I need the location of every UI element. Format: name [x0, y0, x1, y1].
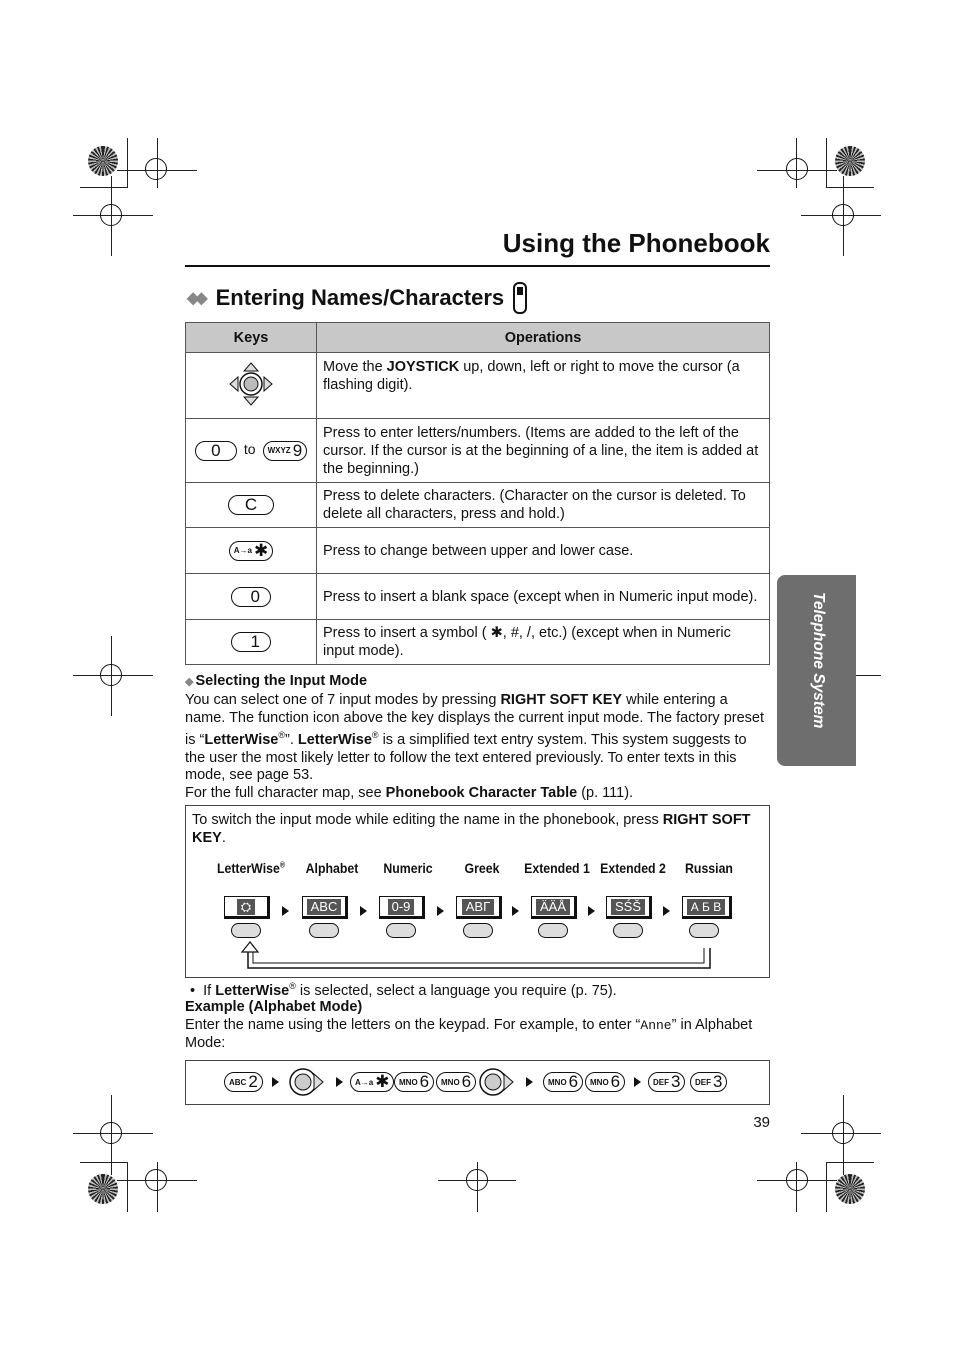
key-letters: ABC — [229, 1077, 247, 1087]
key-glyph: 0 — [211, 440, 221, 460]
column-header-operations: Operations — [317, 323, 770, 353]
body-text-bold: LetterWise — [297, 732, 372, 749]
subsection-heading — [185, 673, 367, 689]
key-glyph: 6 — [568, 1072, 579, 1091]
arrow-right-icon — [634, 1077, 641, 1087]
key-clear-icon — [228, 495, 274, 515]
operation-cell — [317, 353, 770, 419]
mode-display-russian — [682, 896, 732, 919]
mode-display-text: ABC — [307, 899, 342, 915]
mode-display-text: ΑΒΓ — [462, 899, 495, 915]
joystick-right-icon — [288, 1067, 324, 1097]
key-letters: A→a — [355, 1077, 374, 1087]
bullet-icon: • — [190, 982, 204, 999]
operation-cell: Press to change between upper and lower case. — [317, 528, 770, 574]
key-glyph: 6 — [610, 1072, 621, 1091]
body-paragraph — [185, 692, 770, 802]
arrow-right-icon — [336, 1077, 343, 1087]
registration-star-icon — [835, 146, 865, 176]
operation-cell: Press to insert a blank space (except when in Numeric input mode). — [317, 574, 770, 620]
key-9-icon — [263, 441, 308, 461]
soft-key-icon — [538, 923, 568, 938]
mode-label-alphabet: Alphabet — [305, 860, 359, 876]
mode-label-extended-1: Extended 1 — [524, 860, 590, 876]
section-heading — [187, 282, 528, 314]
loop-back-arrow-icon — [186, 940, 769, 980]
key-0-icon — [195, 441, 237, 461]
key-letters: DEF — [695, 1077, 711, 1087]
bullet-note — [190, 981, 617, 999]
key-6-icon — [436, 1072, 476, 1092]
registration-star-icon — [88, 146, 118, 176]
key-letters: MNO — [399, 1077, 418, 1087]
body-text: If — [203, 982, 216, 999]
key-glyph: 3 — [713, 1072, 723, 1091]
handset-icon — [512, 282, 528, 314]
example-paragraph — [185, 1017, 770, 1052]
key-star-icon — [350, 1072, 394, 1092]
crosshair-icon — [832, 1122, 854, 1144]
registration-star-icon — [835, 1174, 865, 1204]
mode-display-greek — [456, 896, 502, 919]
body-text: ” in Alphabet Mode: — [185, 1017, 753, 1051]
mode-display-text: ÄÄÅ — [536, 899, 570, 915]
body-text: For the full character map, see — [185, 784, 386, 801]
mode-display-alphabet — [302, 896, 348, 919]
mode-display-extended-1 — [531, 896, 577, 919]
keys-table — [185, 322, 770, 665]
soft-key-icon — [613, 923, 643, 938]
operation-cell: Press to enter letters/numbers. (Items are added to the left of the cursor. If the cursor is at the beginning of a line, the item is added at the beginning.) — [317, 419, 770, 483]
registered-mark: ® — [279, 860, 286, 870]
chapter-side-tab-text: Telephone System — [810, 592, 827, 729]
subsection-heading-text: Selecting the Input Mode — [195, 673, 368, 689]
table-row — [186, 528, 770, 574]
section-heading-text: Entering Names/Characters — [215, 285, 505, 310]
table-header-row — [186, 323, 770, 353]
key-6-icon — [585, 1072, 625, 1092]
key-glyph: 9 — [292, 440, 303, 460]
body-text: You can select one of 7 input modes by pressing — [185, 692, 501, 708]
body-text: Enter the name using the letters on the keypad. For example, to enter “ — [185, 1017, 641, 1033]
key-glyph: 2 — [248, 1072, 258, 1091]
crosshair-icon — [100, 204, 122, 226]
table-row — [186, 353, 770, 419]
arrow-right-icon — [663, 906, 670, 916]
mode-display-text: 0-9 — [388, 899, 415, 915]
arrow-right-icon — [588, 906, 595, 916]
soft-key-icon — [309, 923, 339, 938]
joystick-right-icon — [478, 1067, 514, 1097]
operation-text-bold: JOYSTICK — [386, 359, 460, 375]
operation-cell: Press to delete characters. (Character on the cursor is deleted. To delete all characters, press and hold.) — [317, 483, 770, 528]
mode-label-numeric: Numeric — [383, 860, 433, 876]
example-heading: Example (Alphabet Mode) — [185, 999, 363, 1015]
crosshair-icon — [786, 1169, 808, 1191]
key-cell — [186, 574, 317, 620]
key-0-icon — [231, 587, 271, 607]
arrow-right-icon — [272, 1077, 279, 1087]
operation-text: up, down, left or right to move the cursor (a flashing digit). — [323, 359, 740, 393]
input-mode-instruction — [192, 812, 764, 847]
key-letters: MNO — [590, 1077, 609, 1087]
mode-display-text: SŚŠ — [611, 899, 645, 915]
joystick-icon — [228, 361, 274, 407]
key-glyph: C — [244, 495, 258, 514]
input-mode-box — [185, 805, 770, 978]
key-cell — [186, 620, 317, 665]
body-text: . — [221, 829, 226, 846]
registered-mark: ® — [278, 730, 285, 741]
key-3-icon — [690, 1072, 727, 1092]
mode-display-text: ⛭ — [237, 899, 255, 915]
body-text-bold: LetterWise — [204, 732, 279, 749]
diamond-bullet-icon: ◆◆ — [187, 290, 204, 307]
mode-display-numeric — [379, 896, 425, 919]
crosshair-icon — [786, 158, 808, 180]
key-glyph: 1 — [250, 632, 260, 651]
key-letters: A→a — [233, 546, 252, 555]
soft-key-icon — [689, 923, 719, 938]
body-text-bold: Phonebook Character Table — [385, 784, 578, 801]
mode-display-extended-2 — [606, 896, 652, 919]
crosshair-icon — [145, 1169, 167, 1191]
page-number: 39 — [753, 1114, 770, 1131]
mode-display-letterwise — [224, 896, 270, 919]
table-row — [186, 483, 770, 528]
body-text: is selected, select a language you require (p. 75). — [295, 982, 617, 999]
page-title: Using the Phonebook — [502, 228, 770, 258]
body-text-bold: LetterWise — [215, 982, 290, 999]
key-letters: WXYZ — [267, 446, 291, 455]
key-glyph: 3 — [671, 1072, 681, 1091]
registered-mark: ® — [371, 730, 379, 741]
key-glyph: 6 — [419, 1072, 430, 1091]
key-cell — [186, 528, 317, 574]
mode-label-extended-2: Extended 2 — [600, 860, 666, 876]
crosshair-icon — [832, 204, 854, 226]
key-glyph: 6 — [461, 1072, 472, 1091]
body-text: while entering a name. The function icon above the key displays the current input mode. The factory preset is “ — [185, 692, 764, 749]
key-letters: MNO — [441, 1077, 460, 1087]
arrow-right-icon — [437, 906, 444, 916]
key-2-icon — [224, 1072, 263, 1092]
crosshair-icon — [100, 664, 122, 686]
key-glyph: 0 — [250, 586, 260, 606]
crosshair-icon — [100, 1122, 122, 1144]
key-6-icon — [394, 1072, 434, 1092]
key-cell — [186, 483, 317, 528]
mode-display-text: А Б В — [687, 899, 726, 915]
key-cell — [186, 353, 317, 419]
soft-key-icon — [386, 923, 416, 938]
key-letters: DEF — [653, 1077, 669, 1087]
arrow-right-icon — [526, 1077, 533, 1087]
operation-cell: Press to insert a symbol ( ✱, #, /, etc.) (except when in Numeric input mode). — [317, 620, 770, 665]
key-star-icon — [229, 541, 273, 561]
body-text-bold: RIGHT SOFT KEY — [500, 692, 623, 708]
mode-label-letterwise — [213, 860, 289, 876]
key-letters: MNO — [548, 1077, 567, 1087]
table-row — [186, 620, 770, 665]
soft-key-icon — [231, 923, 261, 938]
body-text-bold: RIGHT SOFT KEY — [192, 812, 751, 846]
column-header-keys: Keys — [186, 323, 317, 353]
key-glyph: ✱ — [253, 540, 269, 560]
body-text: is a simplified text entry system. This system suggests to the user the most likely letter to follow the text entered previously. To enter texts in this mode, see page 53. — [185, 732, 747, 784]
key-cell — [186, 419, 317, 483]
arrow-right-icon — [282, 906, 289, 916]
example-key-sequence — [185, 1060, 770, 1105]
crosshair-icon — [466, 1169, 488, 1191]
body-text: To switch the input mode while editing the name in the phonebook, press — [192, 812, 663, 828]
soft-key-icon — [463, 923, 493, 938]
arrow-right-icon — [360, 906, 367, 916]
crosshair-icon — [145, 158, 167, 180]
diamond-bullet-icon: ◆ — [185, 676, 194, 688]
registration-star-icon — [88, 1174, 118, 1204]
example-word: Anne — [640, 1018, 672, 1033]
table-row — [186, 419, 770, 483]
key-6-icon — [543, 1072, 583, 1092]
key-glyph: ✱ — [375, 1072, 390, 1091]
mode-label-russian: Russian — [685, 860, 733, 876]
registered-mark: ® — [289, 981, 296, 991]
body-text: (p. 111). — [577, 784, 634, 801]
arrow-right-icon — [512, 906, 519, 916]
table-row — [186, 574, 770, 620]
operation-text: Move the — [323, 359, 387, 375]
body-text: ”. — [285, 732, 298, 749]
title-divider — [185, 265, 770, 267]
chapter-side-tab-label — [779, 592, 849, 752]
mode-label-text: LetterWise — [216, 860, 280, 876]
key-range-to: to — [243, 441, 256, 458]
mode-label-greek: Greek — [464, 860, 500, 876]
key-1-icon — [231, 632, 271, 652]
key-3-icon — [648, 1072, 685, 1092]
